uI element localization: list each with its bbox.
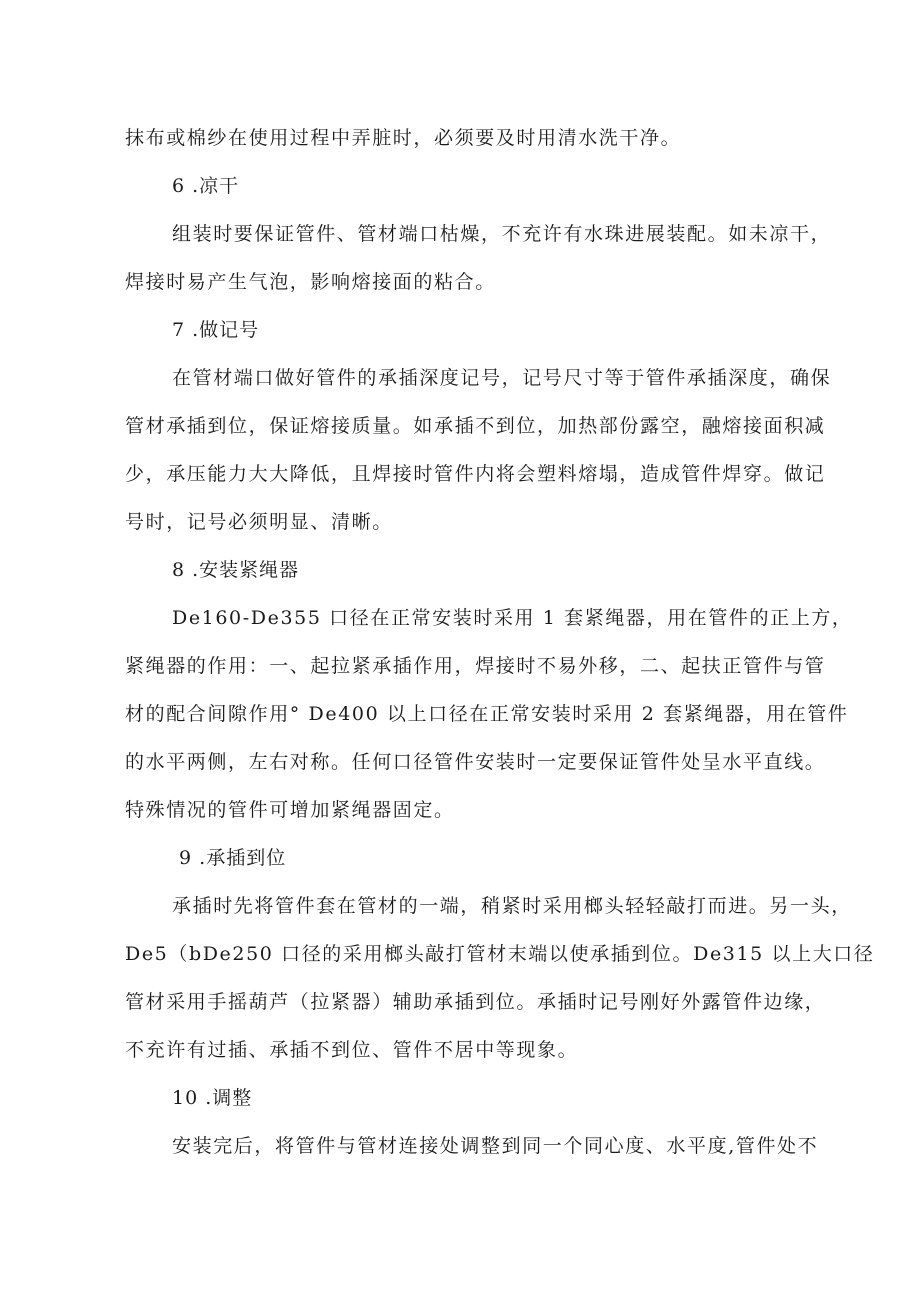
paragraph-line: 承插时先将管件套在管材的一端，稍紧时采用榔头轻轻敲打而进。另一头， xyxy=(172,895,852,917)
paragraph-line: 在管材端口做好管件的承插深度记号，记号尺寸等于管件承插深度，确保 xyxy=(172,367,832,389)
section-heading-10: 10 .调整 xyxy=(172,1087,253,1109)
paragraph-line: 不充许有过插、承插不到位、管件不居中等现象。 xyxy=(125,1039,579,1061)
section-heading-8: 8 .安装紧绳器 xyxy=(172,559,300,581)
paragraph-line: De5（bDe250 口径的采用榔头敲打管材末端以使承插到位。De315 以上大口径 xyxy=(125,943,875,965)
paragraph-line: 材的配合间隙作用° De400 以上口径在正常安装时采用 2 套紧绳器，用在管件 xyxy=(125,703,849,725)
paragraph-line: 管材承插到位，保证熔接质量。如承插不到位，加热部份露空，融熔接面积减 xyxy=(125,415,826,437)
section-heading-7: 7 .做记号 xyxy=(172,319,260,341)
paragraph-line: 特殊情况的管件可增加紧绳器固定。 xyxy=(125,799,455,821)
paragraph-line: 号时，记号必须明显、清晰。 xyxy=(125,511,393,533)
paragraph-line: De160-De355 口径在正常安装时采用 1 套紧绳器，用在管件的正上方， xyxy=(172,607,853,629)
section-heading-9: 9 .承插到位 xyxy=(172,847,287,869)
paragraph-line: 的水平两侧，左右对称。任何口径管件安装时一定要保证管件处呈水平直线。 xyxy=(125,751,826,773)
paragraph-line: 安装完后，将管件与管材连接处调整到同一个同心度、水平度,管件处不 xyxy=(172,1135,819,1157)
paragraph-line: 抹布或棉纱在使用过程中弄脏时，必须要及时用清水洗干净。 xyxy=(125,127,682,149)
paragraph-line: 组装时要保证管件、管材端口枯燥，不充许有水珠进展装配。如未凉干， xyxy=(172,223,832,245)
paragraph-line: 焊接时易产生气泡，影响熔接面的粘合。 xyxy=(125,271,496,293)
paragraph-line: 紧绳器的作用：一、起拉紧承插作用，焊接时不易外移，二、起扶正管件与管 xyxy=(125,655,826,677)
section-heading-6: 6 .凉干 xyxy=(172,175,240,197)
paragraph-line: 管材采用手摇葫芦（拉紧器）辅助承插到位。承插时记号刚好外露管件边缘， xyxy=(125,991,826,1013)
paragraph-line: 少，承压能力大大降低，且焊接时管件内将会塑料熔塌，造成管件焊穿。做记 xyxy=(125,463,826,485)
